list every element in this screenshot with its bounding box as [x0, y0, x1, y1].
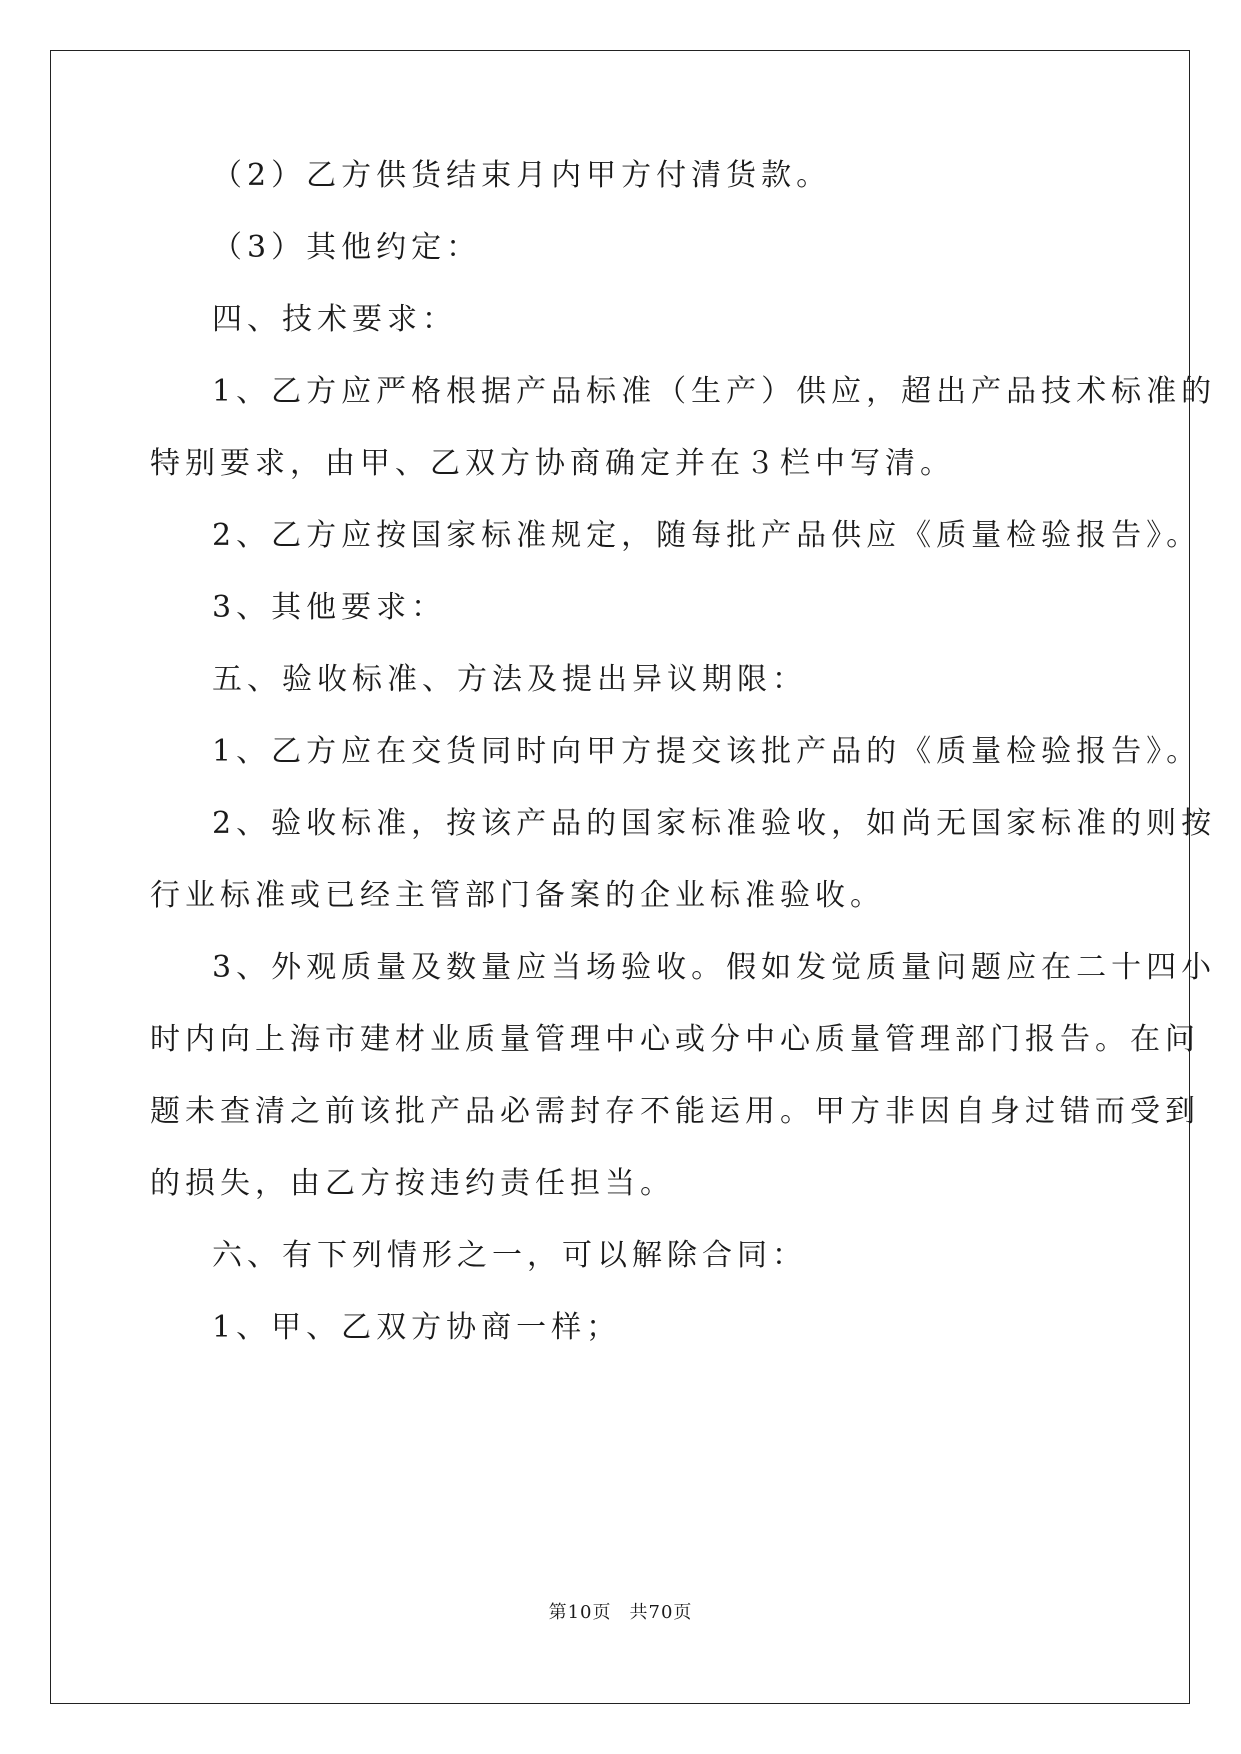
paragraph-continuation: 时内向上海市建材业质量管理中心或分中心质量管理部门报告。在问	[150, 1022, 1200, 1057]
page-border	[50, 50, 1217, 1704]
paragraph-continuation: 行业标准或已经主管部门备案的企业标准验收。	[150, 878, 885, 913]
page-number: 第10页	[548, 1602, 612, 1623]
section-heading: 五、验收标准、方法及提出异议期限：	[212, 662, 807, 697]
paragraph: （2）乙方供货结束月内甲方付清货款。	[212, 158, 832, 193]
paragraph: 3、其他要求：	[212, 590, 447, 625]
section-heading: 四、技术要求：	[212, 302, 457, 337]
page-footer	[0, 1602, 1241, 1624]
paragraph: 1、乙方应严格根据产品标准（生产）供应，超出产品技术标准的	[212, 374, 1217, 409]
paragraph: （3）其他约定：	[212, 230, 482, 265]
paragraph: 3、外观质量及数量应当场验收。假如发觉质量问题应在二十四小	[212, 950, 1217, 985]
section-heading: 六、有下列情形之一，可以解除合同：	[212, 1238, 807, 1273]
paragraph-continuation: 的损失，由乙方按违约责任担当。	[150, 1166, 675, 1201]
paragraph-continuation: 特别要求，由甲、乙双方协商确定并在３栏中写清。	[150, 446, 955, 481]
paragraph: 2、乙方应按国家标准规定，随每批产品供应《质量检验报告》。	[212, 518, 1202, 553]
paragraph: 1、乙方应在交货同时向甲方提交该批产品的《质量检验报告》。	[212, 734, 1202, 769]
paragraph: 2、验收标准，按该产品的国家标准验收，如尚无国家标准的则按	[212, 806, 1217, 841]
paragraph-continuation: 题未查清之前该批产品必需封存不能运用。甲方非因自身过错而受到	[150, 1094, 1200, 1129]
page-total: 共70页	[629, 1602, 693, 1623]
paragraph: 1、甲、乙双方协商一样；	[212, 1310, 622, 1345]
